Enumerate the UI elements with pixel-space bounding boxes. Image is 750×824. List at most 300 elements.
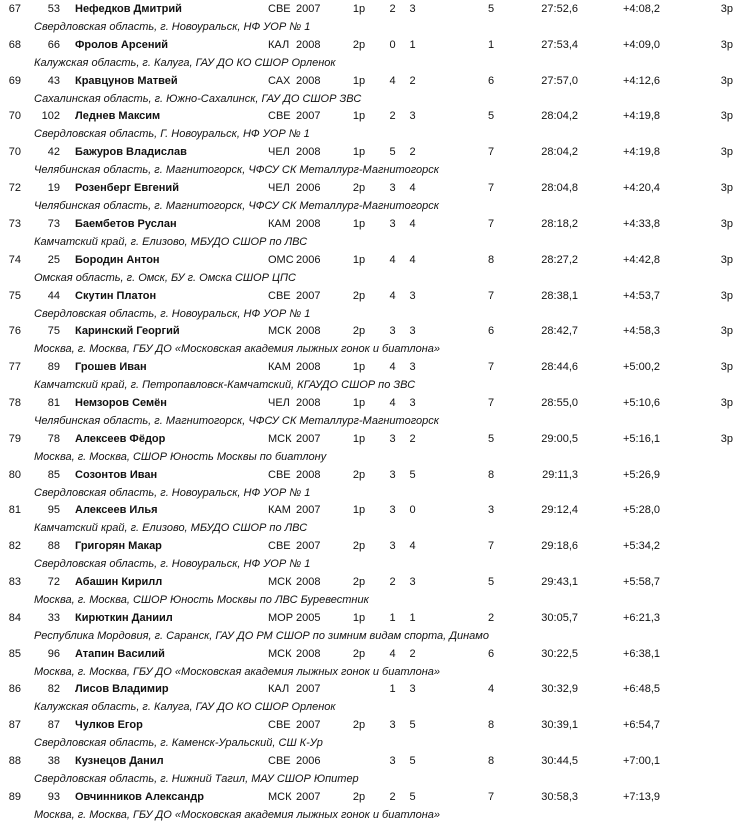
bib-number-cell: 38 <box>47 755 60 768</box>
region-code-cell: СВЕ <box>268 468 291 481</box>
time-gap-cell: +4:58,3 <box>622 325 660 338</box>
qual-rank-cell: 2р <box>352 647 366 660</box>
result-club-line <box>0 665 750 681</box>
bib-number-cell: 44 <box>47 289 60 302</box>
shooting2-cell: 3 <box>409 110 416 123</box>
result-main-line <box>0 466 750 486</box>
shooting1-cell: 4 <box>389 361 396 374</box>
result-main-line <box>0 716 750 736</box>
place-cell: 72 <box>8 182 21 195</box>
result-time-cell: 29:18,6 <box>541 540 578 553</box>
birth-year-cell: 2008 <box>296 74 321 87</box>
qual-rank-cell: 2р <box>352 468 366 481</box>
birth-year-cell: 2007 <box>296 504 321 517</box>
athlete-name: Алексеев Фёдор <box>75 432 166 445</box>
result-time-cell: 29:43,1 <box>541 576 578 588</box>
earned-rank-cell: 3р <box>720 253 733 266</box>
club-text: Республика Мордовия, г. Саранск, ГАУ ДО РМ СШОР по зимним видам спорта, Динамо <box>34 629 489 642</box>
club-text: Свердловская область, г. Новоуральск, НФ УОР № 1 <box>34 486 311 499</box>
club-text: Свердловская область, г. Новоуральск, НФ УОР № 1 <box>34 558 311 571</box>
time-gap-cell: +5:10,6 <box>622 396 660 409</box>
time-gap-cell: +6:21,3 <box>622 611 660 624</box>
result-main-line <box>0 609 750 629</box>
result-row <box>0 645 750 681</box>
total-misses-cell: 6 <box>487 325 495 338</box>
total-misses-cell: 6 <box>487 647 495 660</box>
shooting1-cell: 2 <box>389 3 396 15</box>
result-time-cell: 29:11,3 <box>542 468 578 481</box>
place-cell: 82 <box>8 540 21 553</box>
bib-number-cell: 82 <box>47 683 60 696</box>
total-misses-cell: 7 <box>487 182 495 195</box>
time-gap-cell: +4:19,8 <box>622 146 660 159</box>
result-main-line <box>0 645 750 665</box>
qual-rank-cell: 2р <box>352 719 366 732</box>
place-cell: 73 <box>8 217 21 230</box>
birth-year-cell: 2008 <box>296 146 321 159</box>
qual-rank-cell: 1р <box>352 253 366 266</box>
result-row <box>0 72 750 108</box>
result-time-cell: 30:05,7 <box>541 611 578 624</box>
time-gap-cell: +6:54,7 <box>622 719 660 732</box>
place-cell: 74 <box>8 253 21 266</box>
result-club-line <box>0 557 750 573</box>
result-main-line <box>0 251 750 271</box>
athlete-name: Баембетов Руслан <box>75 217 177 230</box>
place-cell: 87 <box>8 719 21 732</box>
bib-number-cell: 75 <box>47 325 60 338</box>
result-time-cell: 28:04,2 <box>541 110 578 123</box>
result-row <box>0 537 750 573</box>
club-text: Челябинская область, г. Магнитогорск, ЧФСУ СК Металлург-Магнитогорск <box>34 414 439 427</box>
bib-number-cell: 43 <box>47 74 60 87</box>
result-time-cell: 28:55,0 <box>541 396 578 409</box>
result-row <box>0 680 750 716</box>
bib-number-cell: 93 <box>47 790 60 803</box>
result-row <box>0 573 750 609</box>
athlete-name: Грошев Иван <box>75 361 147 374</box>
shooting1-cell: 3 <box>389 182 396 195</box>
birth-year-cell: 2008 <box>296 576 321 588</box>
shooting2-cell: 3 <box>409 361 416 374</box>
bib-number-cell: 89 <box>47 361 60 374</box>
club-text: Свердловская область, г. Новоуральск, НФ УОР № 1 <box>34 307 311 320</box>
result-club-line <box>0 271 750 287</box>
birth-year-cell: 2007 <box>296 683 321 696</box>
result-main-line <box>0 322 750 342</box>
result-club-line <box>0 450 750 466</box>
result-time-cell: 29:12,4 <box>541 504 578 517</box>
shooting1-cell: 5 <box>389 146 396 159</box>
club-text: Москва, г. Москва, ГБУ ДО «Московская академия лыжных гонок и биатлона» <box>34 808 441 821</box>
place-cell: 76 <box>8 325 21 338</box>
region-code-cell: КАМ <box>268 361 291 374</box>
bib-number-cell: 66 <box>47 38 60 51</box>
result-time-cell: 28:38,1 <box>541 289 578 302</box>
athlete-name: Кузнецов Данил <box>75 755 164 768</box>
bib-number-cell: 73 <box>47 217 60 230</box>
birth-year-cell: 2007 <box>296 110 321 123</box>
shooting2-cell: 2 <box>409 432 416 445</box>
earned-rank-cell: 3р <box>720 361 733 374</box>
total-misses-cell: 7 <box>487 790 495 803</box>
total-misses-cell: 5 <box>487 576 495 588</box>
club-text: Свердловская область, Г. Новоуральск, НФ УОР № 1 <box>34 128 310 141</box>
result-main-line <box>0 680 750 700</box>
region-code-cell: СВЕ <box>268 110 291 123</box>
birth-year-cell: 2006 <box>296 182 321 195</box>
birth-year-cell: 2006 <box>296 253 321 266</box>
athlete-name: Фролов Арсений <box>75 38 169 51</box>
qual-rank-cell: 2р <box>352 540 366 553</box>
result-club-line <box>0 199 750 215</box>
club-text: Омская область, г. Омск, БУ г. Омска СШОР ЦПС <box>34 271 296 284</box>
total-misses-cell: 2 <box>487 611 495 624</box>
time-gap-cell: +4:19,8 <box>622 110 660 123</box>
shooting1-cell: 3 <box>389 504 396 517</box>
athlete-name: Розенберг Евгений <box>75 182 179 195</box>
athlete-name: Немзоров Семён <box>75 396 167 409</box>
birth-year-cell: 2008 <box>296 325 321 338</box>
total-misses-cell: 7 <box>487 540 495 553</box>
club-text: Калужская область, г. Калуга, ГАУ ДО КО СШОР Орленок <box>34 701 336 714</box>
time-gap-cell: +5:16,1 <box>622 432 660 445</box>
athlete-name: Лисов Владимир <box>75 683 169 696</box>
birth-year-cell: 2008 <box>296 361 321 374</box>
result-row <box>0 430 750 466</box>
total-misses-cell: 5 <box>487 432 495 445</box>
birth-year-cell: 2008 <box>296 468 321 481</box>
athlete-name: Бажуров Владислав <box>75 146 187 159</box>
shooting2-cell: 4 <box>409 182 416 195</box>
time-gap-cell: +5:26,9 <box>622 468 660 481</box>
result-row <box>0 394 750 430</box>
qual-rank-cell: 2р <box>352 289 366 302</box>
athlete-name: Каринский Георгий <box>75 325 180 338</box>
birth-year-cell: 2005 <box>296 611 321 624</box>
time-gap-cell: +5:28,0 <box>622 504 660 517</box>
result-time-cell: 28:04,8 <box>541 182 578 195</box>
result-row <box>0 36 750 72</box>
result-main-line <box>0 501 750 521</box>
region-code-cell: СВЕ <box>268 289 291 302</box>
result-main-line <box>0 215 750 235</box>
result-time-cell: 30:44,5 <box>541 755 578 768</box>
club-text: Челябинская область, г. Магнитогорск, ЧФСУ СК Металлург-Магнитогорск <box>34 164 439 177</box>
time-gap-cell: +5:34,2 <box>622 540 660 553</box>
bib-number-cell: 102 <box>41 110 60 123</box>
total-misses-cell: 8 <box>487 719 495 732</box>
region-code-cell: САХ <box>268 74 291 87</box>
result-club-line <box>0 342 750 358</box>
club-text: Камчатский край, г. Елизово, МБУДО СШОР по ЛВС <box>34 235 308 248</box>
result-time-cell: 27:53,4 <box>541 38 578 51</box>
place-cell: 80 <box>8 468 21 481</box>
qual-rank-cell: 1р <box>352 611 366 624</box>
result-row <box>0 179 750 215</box>
result-time-cell: 30:32,9 <box>541 683 578 696</box>
birth-year-cell: 2007 <box>296 432 321 445</box>
athlete-name: Чулков Егор <box>75 719 143 732</box>
region-code-cell: МОР <box>268 611 294 624</box>
result-club-line <box>0 486 750 502</box>
time-gap-cell: +6:38,1 <box>622 647 660 660</box>
place-cell: 78 <box>8 396 21 409</box>
shooting2-cell: 4 <box>409 217 416 230</box>
qual-rank-cell: 1р <box>352 432 366 445</box>
qual-rank-cell: 1р <box>352 74 366 87</box>
total-misses-cell: 7 <box>487 289 495 302</box>
result-time-cell: 30:22,5 <box>541 647 578 660</box>
place-cell: 86 <box>8 683 21 696</box>
result-main-line <box>0 0 750 20</box>
earned-rank-cell: 3р <box>720 325 733 338</box>
result-main-line <box>0 179 750 199</box>
athlete-name: Кирюткин Даниил <box>75 611 173 624</box>
result-time-cell: 30:58,3 <box>541 790 578 803</box>
place-cell: 75 <box>8 289 21 302</box>
earned-rank-cell: 3р <box>720 146 733 159</box>
shooting2-cell: 2 <box>409 146 416 159</box>
shooting1-cell: 2 <box>389 110 396 123</box>
time-gap-cell: +5:58,7 <box>622 576 660 588</box>
shooting2-cell: 4 <box>409 253 416 266</box>
place-cell: 81 <box>8 504 21 517</box>
result-club-line <box>0 378 750 394</box>
athlete-name: Атапин Василий <box>75 647 165 660</box>
birth-year-cell: 2006 <box>296 755 321 768</box>
bib-number-cell: 42 <box>47 146 60 159</box>
total-misses-cell: 5 <box>487 110 495 123</box>
total-misses-cell: 8 <box>487 253 495 266</box>
earned-rank-cell: 3р <box>720 182 733 195</box>
club-text: Москва, г. Москва, ГБУ ДО «Московская академия лыжных гонок и биатлона» <box>34 665 441 678</box>
total-misses-cell: 8 <box>487 755 495 768</box>
result-main-line <box>0 752 750 772</box>
result-time-cell: 27:57,0 <box>541 74 578 87</box>
shooting1-cell: 2 <box>389 790 396 803</box>
shooting2-cell: 3 <box>409 576 416 588</box>
place-cell: 68 <box>8 38 21 51</box>
place-cell: 67 <box>8 3 21 15</box>
shooting2-cell: 4 <box>409 540 416 553</box>
athlete-name: Кравцунов Матвей <box>75 74 178 87</box>
region-code-cell: МСК <box>268 432 292 445</box>
result-club-line <box>0 414 750 430</box>
shooting2-cell: 0 <box>409 504 416 517</box>
result-club-line <box>0 593 750 609</box>
place-cell: 79 <box>8 432 21 445</box>
total-misses-cell: 7 <box>487 396 495 409</box>
result-row <box>0 251 750 287</box>
shooting2-cell: 2 <box>409 647 416 660</box>
earned-rank-cell: 3р <box>720 3 733 15</box>
birth-year-cell: 2007 <box>296 3 321 15</box>
bib-number-cell: 53 <box>47 3 60 15</box>
region-code-cell: ЧЕЛ <box>268 182 290 195</box>
place-cell: 69 <box>8 74 21 87</box>
shooting1-cell: 3 <box>389 468 396 481</box>
result-club-line <box>0 808 750 824</box>
time-gap-cell: +4:20,4 <box>622 182 660 195</box>
time-gap-cell: +7:00,1 <box>622 755 660 768</box>
shooting2-cell: 3 <box>409 3 416 15</box>
result-time-cell: 28:42,7 <box>541 325 578 338</box>
athlete-name: Алексеев Илья <box>75 504 158 517</box>
result-club-line <box>0 700 750 716</box>
time-gap-cell: +4:42,8 <box>622 253 660 266</box>
result-club-line <box>0 521 750 537</box>
bib-number-cell: 19 <box>47 182 60 195</box>
total-misses-cell: 6 <box>487 74 495 87</box>
place-cell: 84 <box>8 611 21 624</box>
shooting1-cell: 1 <box>389 611 396 624</box>
result-row <box>0 501 750 537</box>
place-cell: 83 <box>8 576 21 588</box>
shooting2-cell: 3 <box>409 325 416 338</box>
result-club-line <box>0 772 750 788</box>
athlete-name: Овчинников Александр <box>75 790 204 803</box>
result-club-line <box>0 307 750 323</box>
result-row <box>0 358 750 394</box>
birth-year-cell: 2007 <box>296 719 321 732</box>
total-misses-cell: 4 <box>487 683 495 696</box>
place-cell: 85 <box>8 647 21 660</box>
shooting2-cell: 3 <box>409 289 416 302</box>
shooting1-cell: 3 <box>389 719 396 732</box>
athlete-name: Леднев Максим <box>75 110 161 123</box>
qual-rank-cell: 2р <box>352 325 366 338</box>
bib-number-cell: 33 <box>47 611 60 624</box>
time-gap-cell: +4:12,6 <box>622 74 660 87</box>
time-gap-cell: +4:08,2 <box>622 3 660 15</box>
result-row <box>0 466 750 502</box>
region-code-cell: СВЕ <box>268 540 291 553</box>
qual-rank-cell: 1р <box>352 110 366 123</box>
birth-year-cell: 2007 <box>296 540 321 553</box>
result-row <box>0 143 750 179</box>
birth-year-cell: 2008 <box>296 647 321 660</box>
time-gap-cell: +6:48,5 <box>622 683 660 696</box>
result-club-line <box>0 736 750 752</box>
club-text: Сахалинская область, г. Южно-Сахалинск, ГАУ ДО СШОР ЗВС <box>34 92 362 105</box>
result-main-line <box>0 430 750 450</box>
birth-year-cell: 2007 <box>296 790 321 803</box>
club-text: Москва, г. Москва, ГБУ ДО «Московская академия лыжных гонок и биатлона» <box>34 343 441 356</box>
bib-number-cell: 88 <box>47 540 60 553</box>
result-row <box>0 752 750 788</box>
region-code-cell: МСК <box>268 576 292 588</box>
shooting1-cell: 4 <box>389 289 396 302</box>
earned-rank-cell: 3р <box>720 289 733 302</box>
qual-rank-cell: 2р <box>352 38 366 51</box>
result-main-line <box>0 107 750 127</box>
shooting1-cell: 3 <box>389 217 396 230</box>
qual-rank-cell: 1р <box>352 146 366 159</box>
club-text: Свердловская область, г. Новоуральск, НФ УОР № 1 <box>34 21 311 33</box>
result-main-line <box>0 573 750 593</box>
qual-rank-cell: 2р <box>352 576 366 588</box>
result-club-line <box>0 56 750 72</box>
earned-rank-cell: 3р <box>720 74 733 87</box>
bib-number-cell: 81 <box>47 396 60 409</box>
result-time-cell: 28:18,2 <box>541 217 578 230</box>
total-misses-cell: 7 <box>487 146 495 159</box>
total-misses-cell: 8 <box>487 468 495 481</box>
result-time-cell: 28:04,2 <box>541 146 578 159</box>
earned-rank-cell: 3р <box>720 396 733 409</box>
result-main-line <box>0 394 750 414</box>
shooting1-cell: 4 <box>389 396 396 409</box>
club-text: Камчатский край, г. Петропавловск-Камчатский, КГАУДО СШОР по ЗВС <box>34 379 416 392</box>
shooting1-cell: 1 <box>389 683 396 696</box>
athlete-name: Бородин Антон <box>75 253 160 266</box>
time-gap-cell: +7:13,9 <box>622 790 660 803</box>
earned-rank-cell: 3р <box>720 38 733 51</box>
result-row <box>0 716 750 752</box>
shooting2-cell: 2 <box>409 74 416 87</box>
region-code-cell: МСК <box>268 647 292 660</box>
result-time-cell: 29:00,5 <box>541 432 578 445</box>
place-cell: 70 <box>8 110 21 123</box>
qual-rank-cell: 2р <box>352 790 366 803</box>
result-club-line <box>0 20 750 36</box>
qual-rank-cell: 1р <box>352 3 366 15</box>
region-code-cell: МСК <box>268 790 292 803</box>
total-misses-cell: 5 <box>487 3 495 15</box>
region-code-cell: ЧЕЛ <box>268 396 290 409</box>
result-row <box>0 322 750 358</box>
region-code-cell: СВЕ <box>268 755 291 768</box>
earned-rank-cell: 3р <box>720 432 733 445</box>
result-main-line <box>0 537 750 557</box>
result-club-line <box>0 629 750 645</box>
shooting2-cell: 1 <box>409 611 416 624</box>
region-code-cell: СВЕ <box>268 719 291 732</box>
place-cell: 89 <box>8 790 21 803</box>
result-main-line <box>0 358 750 378</box>
club-text: Москва, г. Москва, СШОР Юность Москвы по биатлону <box>34 450 327 463</box>
bib-number-cell: 96 <box>47 647 60 660</box>
bib-number-cell: 72 <box>47 576 60 588</box>
birth-year-cell: 2007 <box>296 289 321 302</box>
bib-number-cell: 87 <box>47 719 60 732</box>
athlete-name: Нефедков Дмитрий <box>75 3 182 15</box>
shooting1-cell: 3 <box>389 755 396 768</box>
bib-number-cell: 95 <box>47 504 60 517</box>
result-row <box>0 609 750 645</box>
shooting1-cell: 3 <box>389 432 396 445</box>
club-text: Москва, г. Москва, СШОР Юность Москвы по ЛВС Буревестник <box>34 594 369 606</box>
time-gap-cell: +4:53,7 <box>622 289 660 302</box>
result-main-line <box>0 36 750 56</box>
result-row <box>0 107 750 143</box>
result-main-line <box>0 72 750 92</box>
region-code-cell: ОМС <box>268 253 294 266</box>
shooting1-cell: 4 <box>389 74 396 87</box>
total-misses-cell: 7 <box>487 361 495 374</box>
shooting1-cell: 4 <box>389 647 396 660</box>
shooting2-cell: 5 <box>409 468 416 481</box>
shooting2-cell: 1 <box>409 38 416 51</box>
region-code-cell: СВЕ <box>268 3 291 15</box>
qual-rank-cell: 1р <box>352 217 366 230</box>
result-club-line <box>0 163 750 179</box>
result-club-line <box>0 127 750 143</box>
result-club-line <box>0 92 750 108</box>
bib-number-cell: 25 <box>47 253 60 266</box>
club-text: Свердловская область, г. Нижний Тагил, МАУ СШОР Юпитер <box>34 773 359 786</box>
